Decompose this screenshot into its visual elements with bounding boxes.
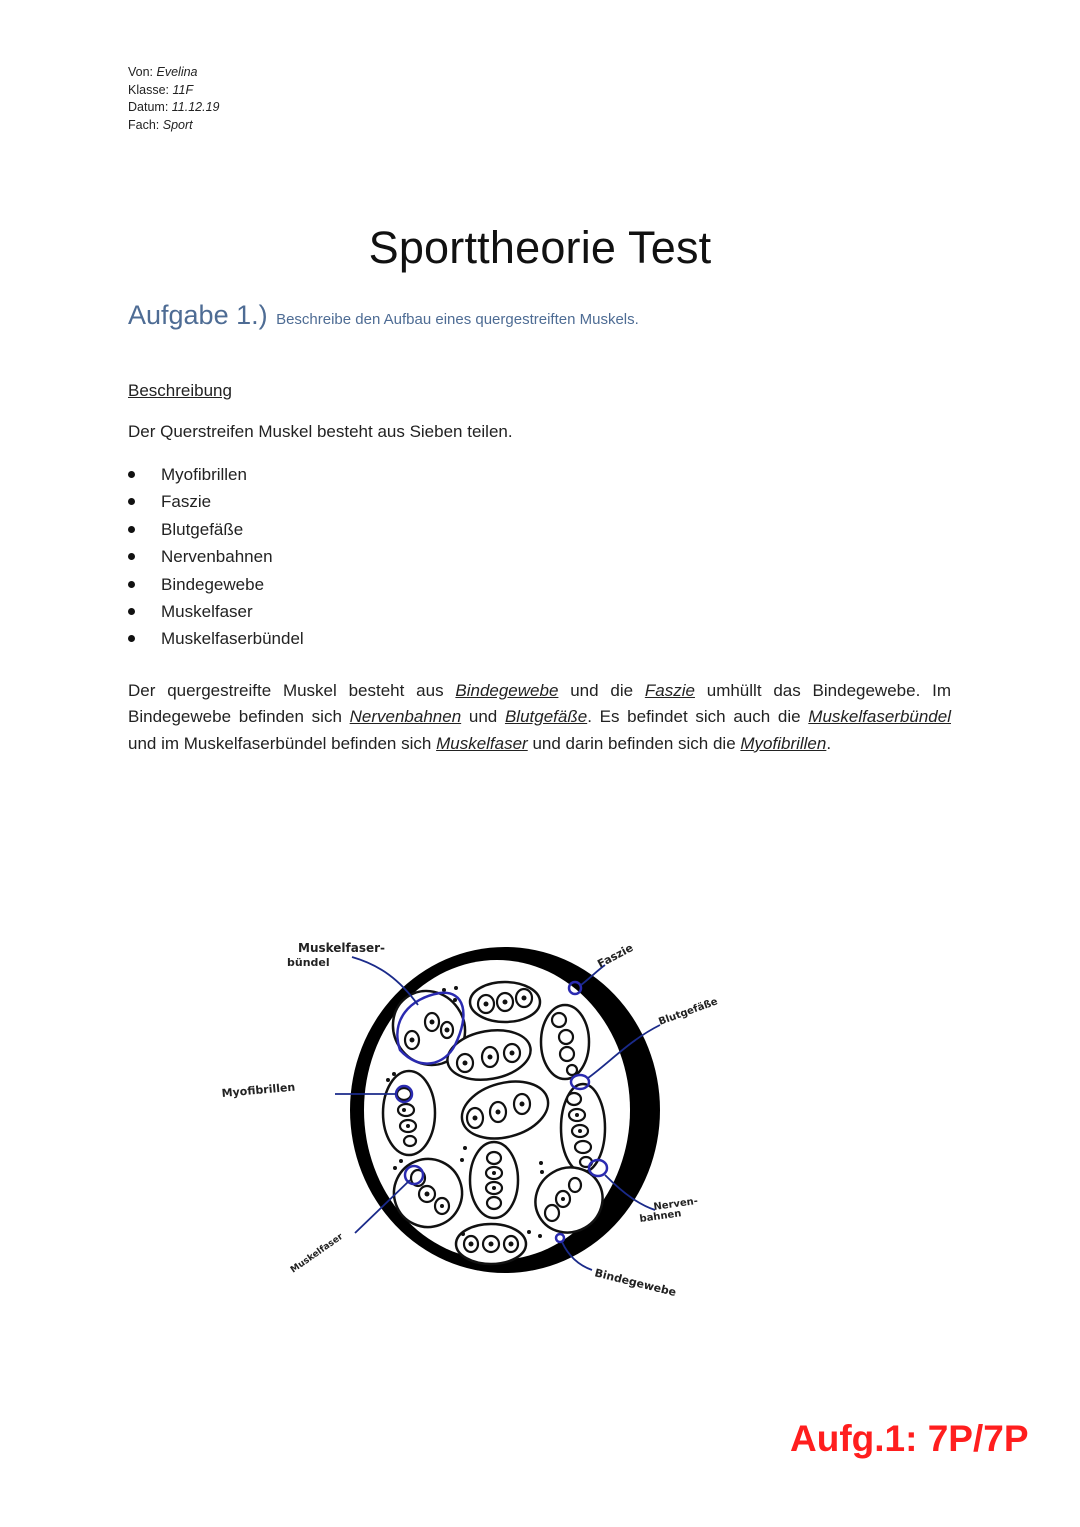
bullet-icon — [128, 471, 135, 478]
document-meta — [128, 64, 220, 134]
bullet-icon — [128, 581, 135, 588]
label-nervenbahnen-1: Nerven- — [652, 1195, 699, 1213]
task-heading — [128, 300, 639, 331]
muscle-cross-section-diagram — [200, 925, 760, 1315]
page-title: Sporttheorie Test — [368, 222, 712, 273]
task-instruction: Beschreibe den Aufbau eines quergestreiften Muskels. — [276, 311, 639, 328]
term-faszie: Faszie — [644, 681, 695, 700]
bullet-icon — [128, 635, 135, 642]
term-muskelfaser: Muskelfaser — [436, 733, 528, 753]
meta-subject: Fach: Sport — [128, 117, 193, 132]
term-nervenbahnen: Nervenbahnen — [349, 707, 462, 727]
bullet-icon — [128, 608, 135, 615]
score-annotation: Aufg.1: 7P/7P — [790, 1418, 1029, 1459]
label-blutgefaesse: Blutgefäße — [657, 996, 720, 1028]
meta-class: Klasse: 11F — [128, 82, 194, 97]
description-paragraph: Der quergestreifte Muskel besteht aus Bindegewebe und die Faszie umhüllt das Bindegewebe. Im Bindegewebe befinden sich Nervenbahnen und Blutgefäße. Es befindet sich auch die Muskelfaserbündel und im Muskelfaserbündel befinden sich Muskelfaser und darin befinden sich die Myofibrillen. — [128, 681, 951, 753]
list-item: Muskelfaserbündel — [128, 627, 304, 654]
list-item: Blutgefäße — [128, 518, 304, 545]
list-item: Nervenbahnen — [128, 545, 304, 572]
label-muskelfaser: Muskelfaser — [288, 1231, 346, 1276]
section-heading: Beschreibung — [128, 381, 232, 400]
parts-list — [128, 463, 304, 655]
term-muskelfaserbuendel: Muskelfaserbündel — [808, 707, 951, 727]
intro-text: Der Querstreifen Muskel besteht aus Sieben teilen. — [128, 422, 513, 441]
bullet-icon — [128, 553, 135, 560]
label-myofibrillen: Myofibrillen — [221, 1080, 296, 1100]
bullet-icon — [128, 498, 135, 505]
list-item: Faszie — [128, 490, 304, 517]
term-blutgefaesse: Blutgefäße — [504, 707, 588, 727]
meta-date: Datum: 11.12.19 — [128, 100, 220, 114]
list-item: Muskelfaser — [128, 600, 304, 627]
label-muskelfaserbuendel-1: Muskelfaser- — [298, 941, 386, 955]
meta-from: Von: Evelina — [128, 65, 198, 79]
label-nervenbahnen-2: bahnen — [638, 1208, 683, 1225]
label-faszie: Faszie — [595, 941, 636, 971]
label-bindegewebe: Bindegewebe — [593, 1266, 678, 1300]
label-muskelfaserbuendel-2: bündel — [287, 956, 330, 969]
list-item: Bindegewebe — [128, 573, 304, 600]
bullet-icon — [128, 526, 135, 533]
term-myofibrillen: Myofibrillen — [740, 733, 827, 753]
task-number: Aufgabe 1.) — [128, 300, 268, 330]
list-item: Myofibrillen — [128, 463, 304, 490]
term-bindegewebe: Bindegewebe — [455, 681, 559, 700]
